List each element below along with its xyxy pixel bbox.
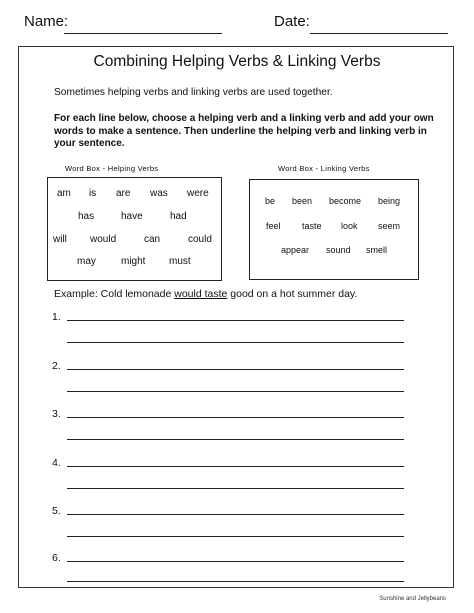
linking-word: taste — [302, 221, 322, 231]
helping-word: must — [169, 256, 191, 267]
linking-word: smell — [366, 245, 388, 255]
writing-line[interactable] — [67, 417, 404, 418]
date-label: Date: — [274, 13, 310, 30]
intro-text: Sometimes helping verbs and linking verbs are used together. — [54, 87, 333, 98]
example-sentence — [54, 288, 357, 300]
writing-line[interactable] — [67, 561, 404, 562]
linking-word: appear — [281, 245, 310, 255]
linking-word: sound — [326, 245, 351, 255]
instructions-text: For each line below, choose a helping verb and a linking verb and add your own words to make a sentence. Then underline the helping verb and linking verb in your sentence. — [54, 113, 434, 149]
helping-word: is — [89, 188, 97, 199]
writing-line[interactable] — [67, 320, 404, 321]
helping-word: had — [170, 211, 187, 222]
worksheet-title: Combining Helping Verbs & Linking Verbs — [93, 53, 381, 70]
helping-word: can — [144, 234, 161, 245]
linking-box-label: Word Box - Linking Verbs — [278, 164, 370, 173]
example-prefix: Example: Cold lemonade — [54, 288, 175, 300]
example-suffix: good on a hot summer day. — [227, 288, 358, 300]
example-underlined-verbs: would taste — [174, 288, 228, 300]
line-number: 6. — [52, 552, 61, 564]
helping-word: are — [116, 188, 131, 199]
helping-word: will — [53, 234, 67, 245]
writing-line[interactable] — [67, 536, 404, 537]
writing-line[interactable] — [67, 391, 404, 392]
line-number: 2. — [52, 360, 61, 372]
helping-word: might — [121, 256, 146, 267]
linking-word: look — [341, 221, 358, 231]
helping-word: has — [78, 211, 95, 222]
helping-word: have — [121, 211, 143, 222]
line-number: 3. — [52, 408, 61, 420]
linking-word: be — [265, 196, 276, 206]
writing-line[interactable] — [67, 466, 404, 467]
line-number: 4. — [52, 457, 61, 469]
name-field[interactable] — [64, 33, 222, 34]
helping-word: was — [150, 188, 168, 199]
linking-word: seem — [378, 221, 401, 231]
helping-word: may — [77, 256, 96, 267]
line-number: 5. — [52, 505, 61, 517]
helping-word: were — [187, 188, 209, 199]
date-field[interactable] — [310, 33, 448, 34]
writing-line[interactable] — [67, 514, 404, 515]
helping-word: could — [188, 234, 212, 245]
helping-word: am — [57, 188, 71, 199]
writing-line[interactable] — [67, 488, 404, 489]
line-number: 1. — [52, 311, 61, 323]
writing-line[interactable] — [67, 581, 404, 582]
linking-word: being — [378, 196, 401, 206]
linking-word: been — [292, 196, 313, 206]
credit-text: Sunshine and Jellybeans — [379, 596, 446, 602]
writing-line[interactable] — [67, 369, 404, 370]
writing-line[interactable] — [67, 342, 404, 343]
name-label: Name: — [24, 13, 69, 30]
writing-line[interactable] — [67, 439, 404, 440]
helping-word: would — [90, 234, 117, 245]
helping-box-label: Word Box - Helping Verbs — [65, 164, 159, 173]
linking-word: feel — [266, 221, 281, 231]
linking-word: become — [329, 196, 362, 206]
